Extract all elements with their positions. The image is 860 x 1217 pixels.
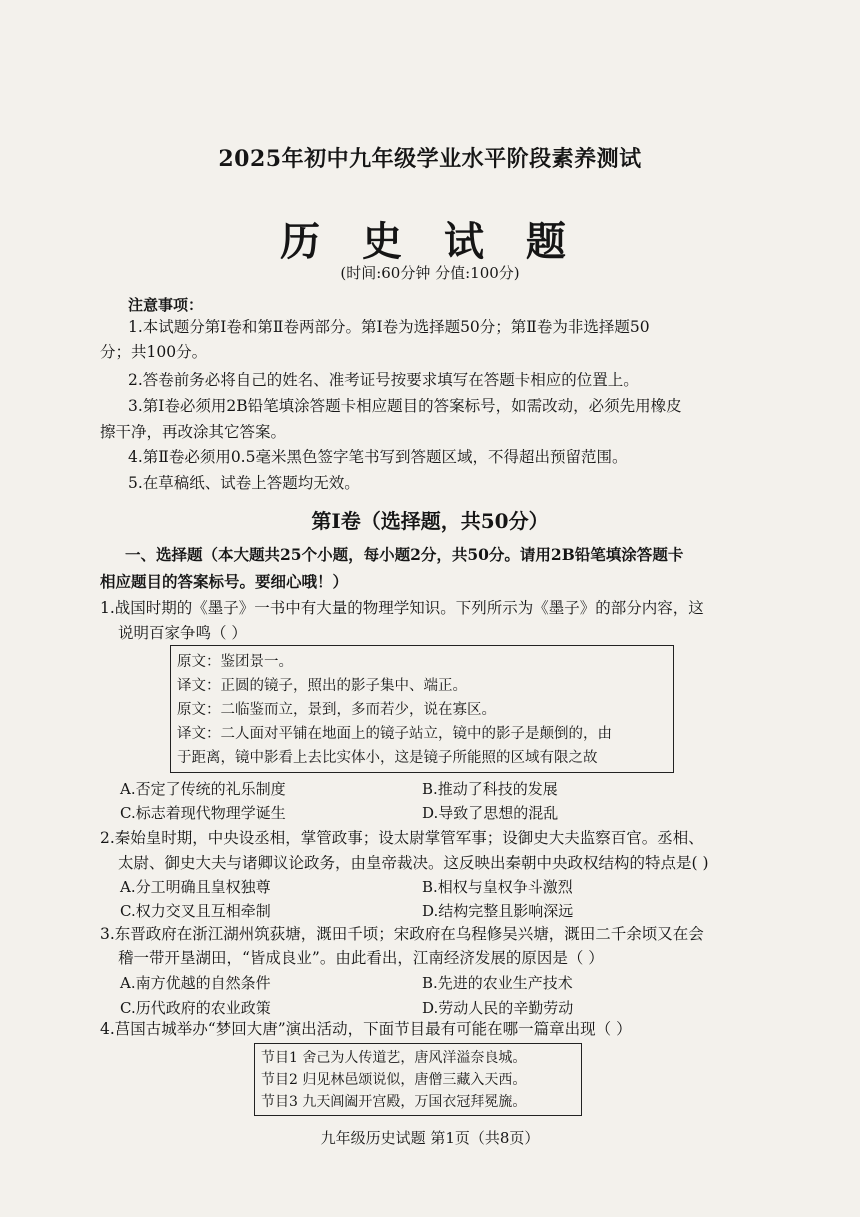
question-stem: 太尉、御史大夫与诸卿议论政务，由皇帝裁决。这反映出秦朝中央政权结构的特点是( ) — [118, 854, 709, 872]
section-title: 第Ⅰ卷（选择题，共50分） — [311, 509, 549, 533]
option-c: C.标志着现代物理学诞生 — [120, 804, 286, 822]
question-stem: 2.秦始皇时期，中央设丞相，掌管政事；设太尉掌管军事；设御史大夫监察百官。丞相、 — [100, 829, 704, 847]
question-stem: 稽一带开垦湖田，“皆成良业”。由此看出，江南经济发展的原因是（ ） — [118, 949, 604, 967]
option-b: B.相权与皇权争斗激烈 — [422, 878, 573, 896]
question-stem: 说明百家争鸣（ ） — [118, 624, 247, 642]
notice-heading: 注意事项： — [128, 296, 204, 314]
question-stem: 1.战国时期的《墨子》一书中有大量的物理学知识。下列所示为《墨子》的部分内容，这 — [100, 599, 704, 617]
program-line: 节目2 归见林邑颂说似，唐僧三藏入天西。 — [261, 1072, 527, 1088]
notice-line: 3.第Ⅰ卷必须用2B铅笔填涂答题卡相应题目的答案标号，如需改动，必须先用橡皮 — [128, 397, 682, 415]
notice-line: 5.在草稿纸、试卷上答题均无效。 — [128, 474, 360, 492]
notice-line: 4.第Ⅱ卷必须用0.5毫米黑色签字笔书写到答题区域，不得超出预留范围。 — [128, 448, 628, 466]
program-box — [254, 1043, 582, 1116]
option-b: B.推动了科技的发展 — [422, 780, 558, 798]
material-box — [170, 645, 674, 773]
section-instruction: 一、选择题（本大题共25个小题，每小题2分，共50分。请用2B铅笔填涂答题卡 — [125, 545, 684, 564]
notice-line: 1.本试题分第Ⅰ卷和第Ⅱ卷两部分。第Ⅰ卷为选择题50分；第Ⅱ卷为非选择题50 — [128, 318, 650, 336]
option-b: B.先进的农业生产技术 — [422, 974, 573, 992]
option-a: A.南方优越的自然条件 — [120, 974, 271, 992]
exam-title: 2025年初中九年级学业水平阶段素养测试 — [218, 146, 642, 172]
material-line: 译文：二人面对平铺在地面上的镜子站立，镜中的影子是颠倒的，由 — [177, 726, 612, 742]
option-c: C.历代政府的农业政策 — [120, 999, 271, 1017]
option-d: D.导致了思想的混乱 — [422, 804, 559, 822]
time-score: (时间:60分钟 分值:100分) — [340, 264, 520, 282]
material-line: 译文：正圆的镜子，照出的影子集中、端正。 — [177, 678, 467, 694]
question-stem: 4.莒国古城举办“梦回大唐”演出活动，下面节目最有可能在哪一篇章出现（ ） — [100, 1020, 632, 1038]
option-d: D.劳动人民的辛勤劳动 — [422, 999, 574, 1017]
option-a: A.否定了传统的礼乐制度 — [120, 780, 286, 798]
notice-line: 擦干净，再改涂其它答案。 — [100, 423, 287, 441]
program-line: 节目1 舍己为人传道艺，唐风洋溢奈良城。 — [261, 1050, 527, 1066]
option-d: D.结构完整且影响深远 — [422, 902, 574, 920]
section-instruction: 相应题目的答案标号。要细心哦！） — [100, 572, 349, 591]
option-c: C.权力交叉且互相牵制 — [120, 902, 271, 920]
notice-line: 2.答卷前务必将自己的姓名、准考证号按要求填写在答题卡相应的位置上。 — [128, 371, 639, 389]
subject-title: 历 史 试 题 — [280, 218, 580, 265]
program-line: 节目3 九天阊阖开宫殿，万国衣冠拜冕旒。 — [261, 1094, 527, 1110]
material-line: 原文：鉴团景一。 — [177, 654, 293, 670]
material-line: 原文：二临鉴而立，景到，多而若少，说在寡区。 — [177, 702, 496, 718]
material-line: 于距离，镜中影看上去比实体小，这是镜子所能照的区域有限之故 — [177, 750, 598, 766]
option-a: A.分工明确且皇权独尊 — [120, 878, 271, 896]
notice-line: 分；共100分。 — [100, 343, 208, 361]
question-stem: 3.东晋政府在浙江湖州筑荻塘，溉田千顷；宋政府在乌程修吴兴塘，溉田二千余顷又在会 — [100, 925, 704, 943]
page-footer: 九年级历史试题 第1页（共8页） — [320, 1129, 540, 1147]
